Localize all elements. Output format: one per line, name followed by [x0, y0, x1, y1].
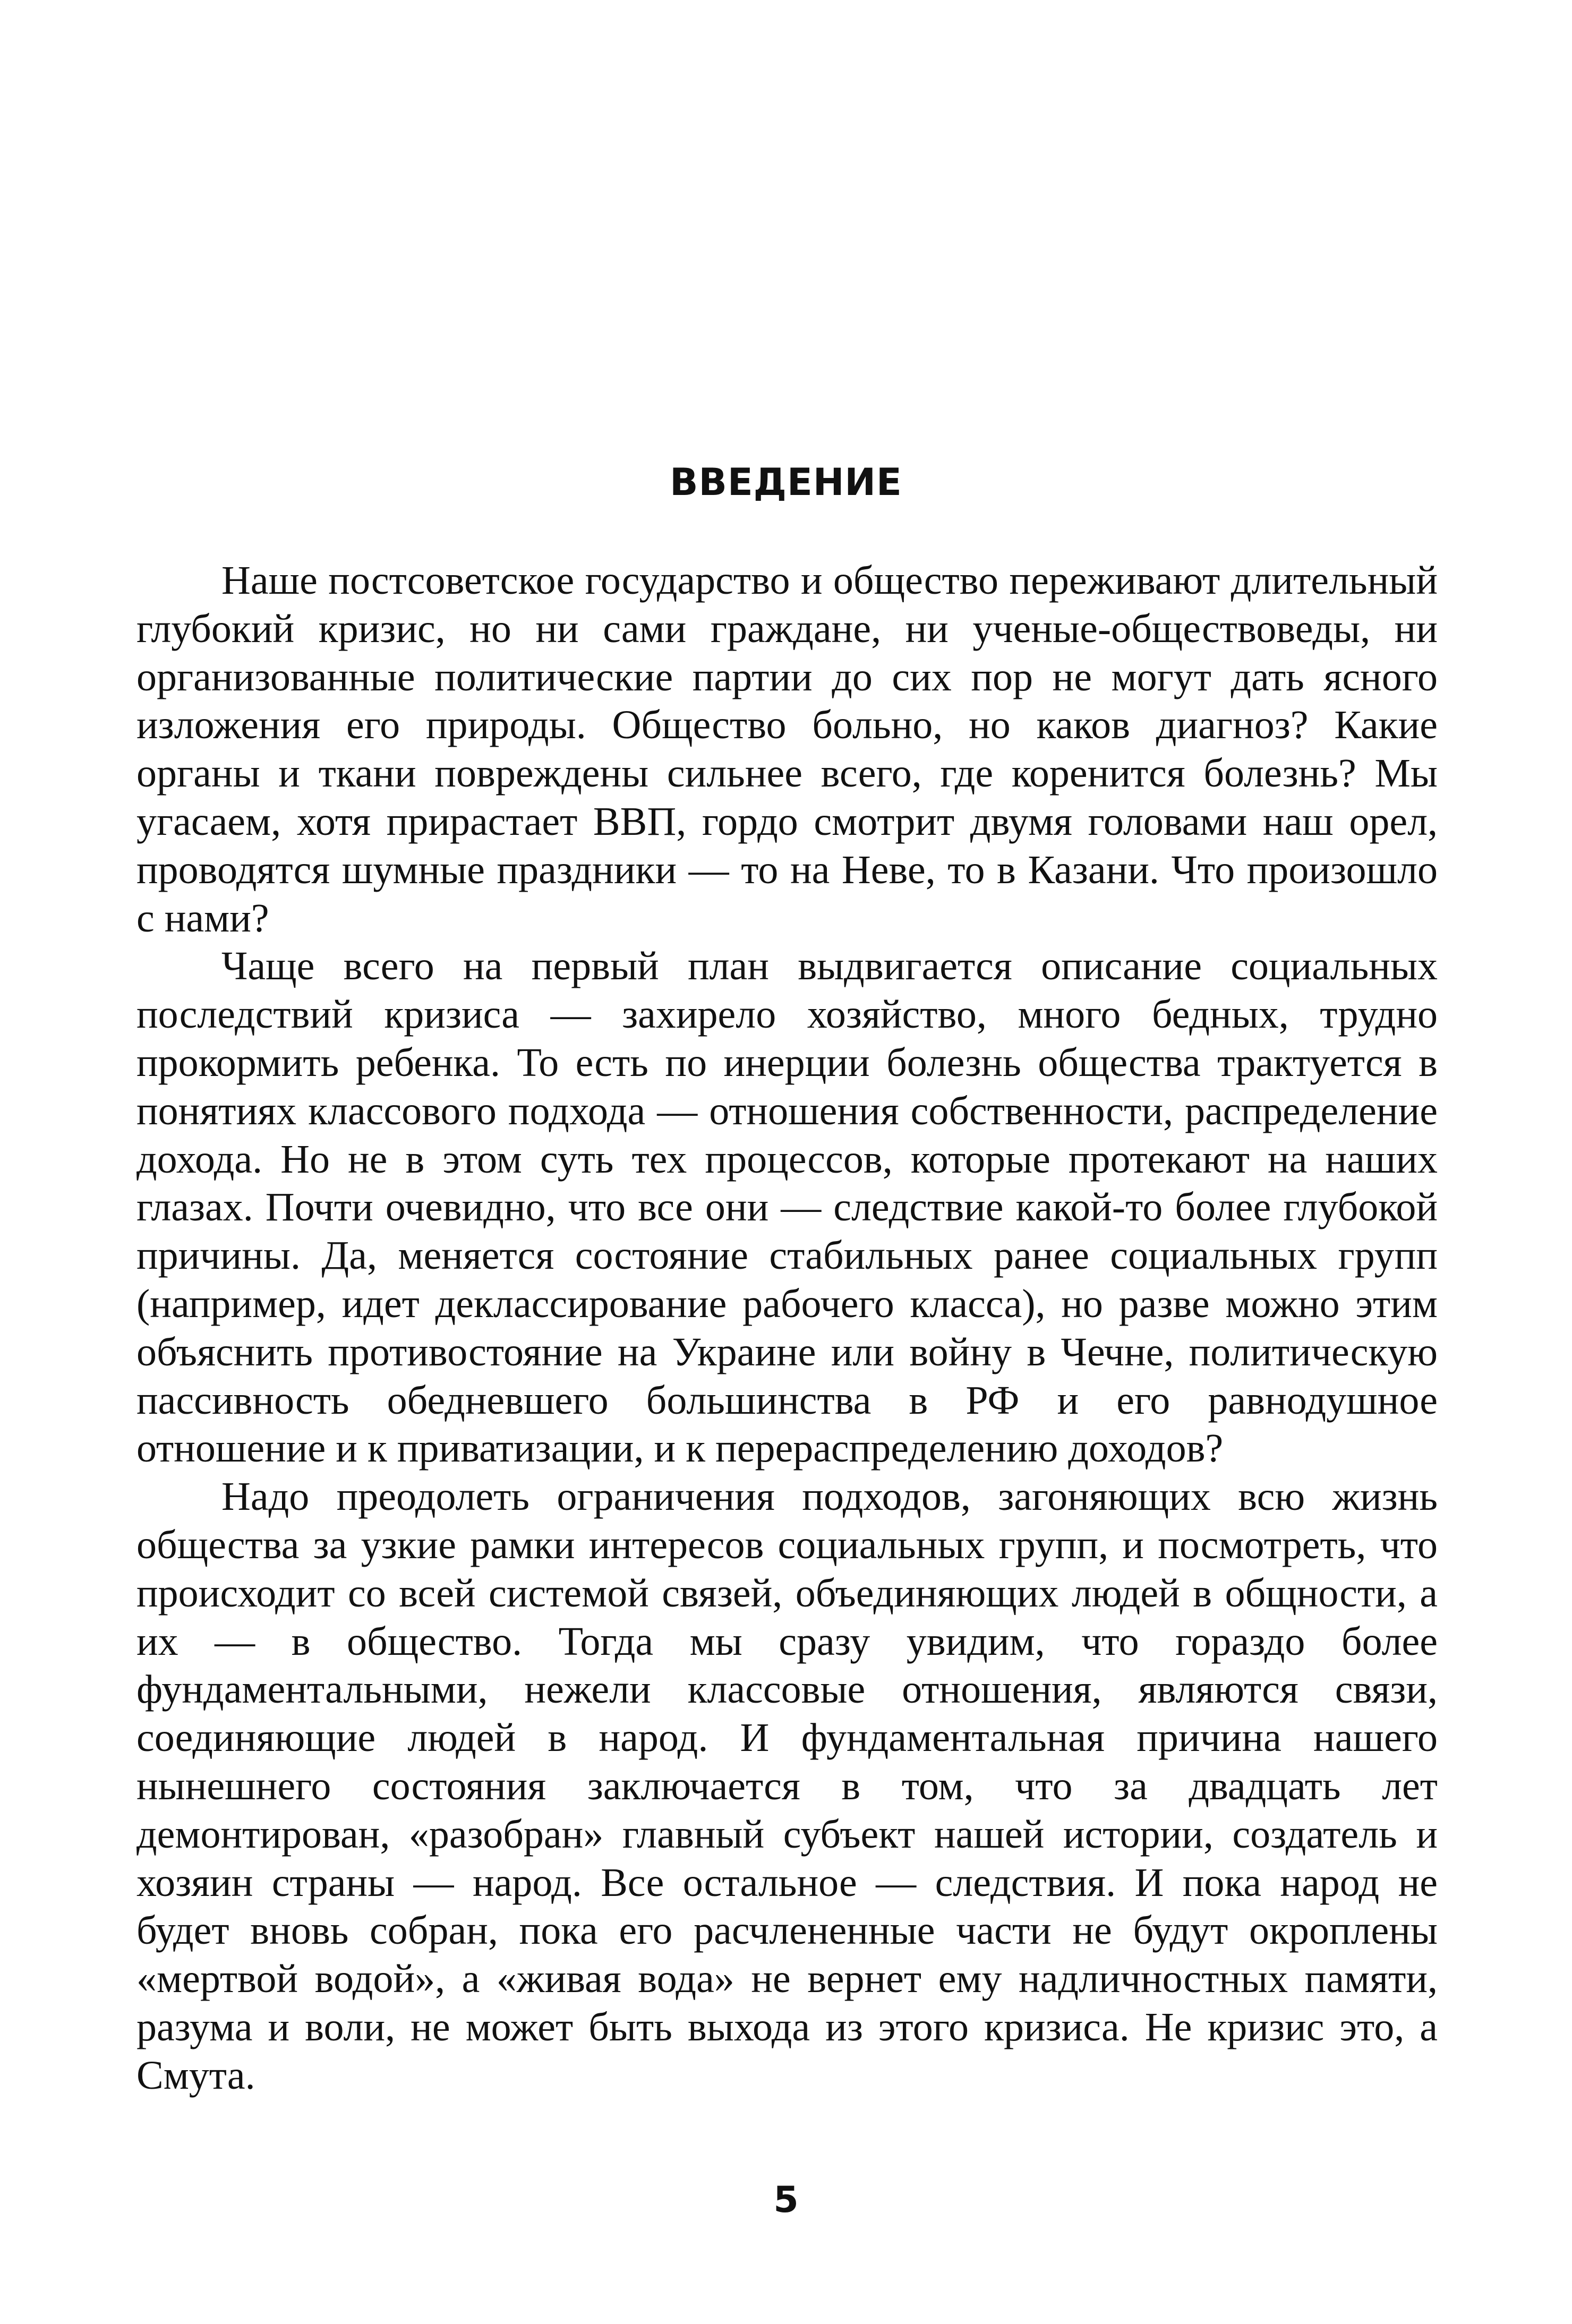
page-number: 5 [773, 2179, 799, 2221]
paragraph-1: Наше постсоветское государство и общество переживают длительный глубокий кризис, но ни сами граждане, ни ученые-обществоведы, ни организованные политические партии до сих пор не могут дать ясного изложения его природы. Общество больно, но каков диагноз? Какие органы и ткани повреждены сильнее всего, где коренится болезнь? Мы угасаем, хотя прирастает ВВП, гордо смотрит двумя головами наш орел, проводятся шумные праздники — то на Неве, то в Казани. Что произошло с нами? [136, 558, 1438, 941]
body-text [136, 557, 1438, 2100]
paragraph-3: Надо преодолеть ограничения подходов, загоняющих всю жизнь общества за узкие рамки интересов социальных групп, и посмотреть, что происходит со всей системой связей, объединяющих людей в общности, а их — в общество. Тогда мы сразу увидим, что гораздо более фундаментальными, нежели классовые отношения, являются связи, соединяющие людей в народ. И фундаментальная причина нашего нынешнего состояния заключается в том, что за двадцать лет демонтирован, «разобран» главный субъект нашей истории, создатель и хозяин страны — народ. Все остальное — следствия. И пока народ не будет вновь собран, пока его расчлененные части не будут окроплены «мертвой водой», а «живая вода» не вернет ему надличностных памяти, разума и воли, не может быть выхода из этого кризиса. Не кризис это, а Смута. [136, 1474, 1438, 2098]
chapter-title: ВВЕДЕНИЕ [670, 460, 902, 504]
paragraph-2: Чаще всего на первый план выдвигается описание социальных последствий кризиса — захирело хозяйство, много бедных, трудно прокормить ребенка. То есть по инерции болезнь общества трактуется в понятиях классового подхода — отношения собственности, распределение дохода. Но не в этом суть тех процессов, которые протекают на наших глазах. Почти очевидно, что все они — следствие какой-то более глубокой причины. Да, меняется состояние стабильных ранее социальных групп (например, идет деклассирование рабочего класса), но разве можно этим объяснить противостояние на Украине или войну в Чечне, политическую пассивность обедневшего большинства в РФ и его равнодушное отношение и к приватизации, и к перераспределению доходов? [136, 944, 1438, 1471]
